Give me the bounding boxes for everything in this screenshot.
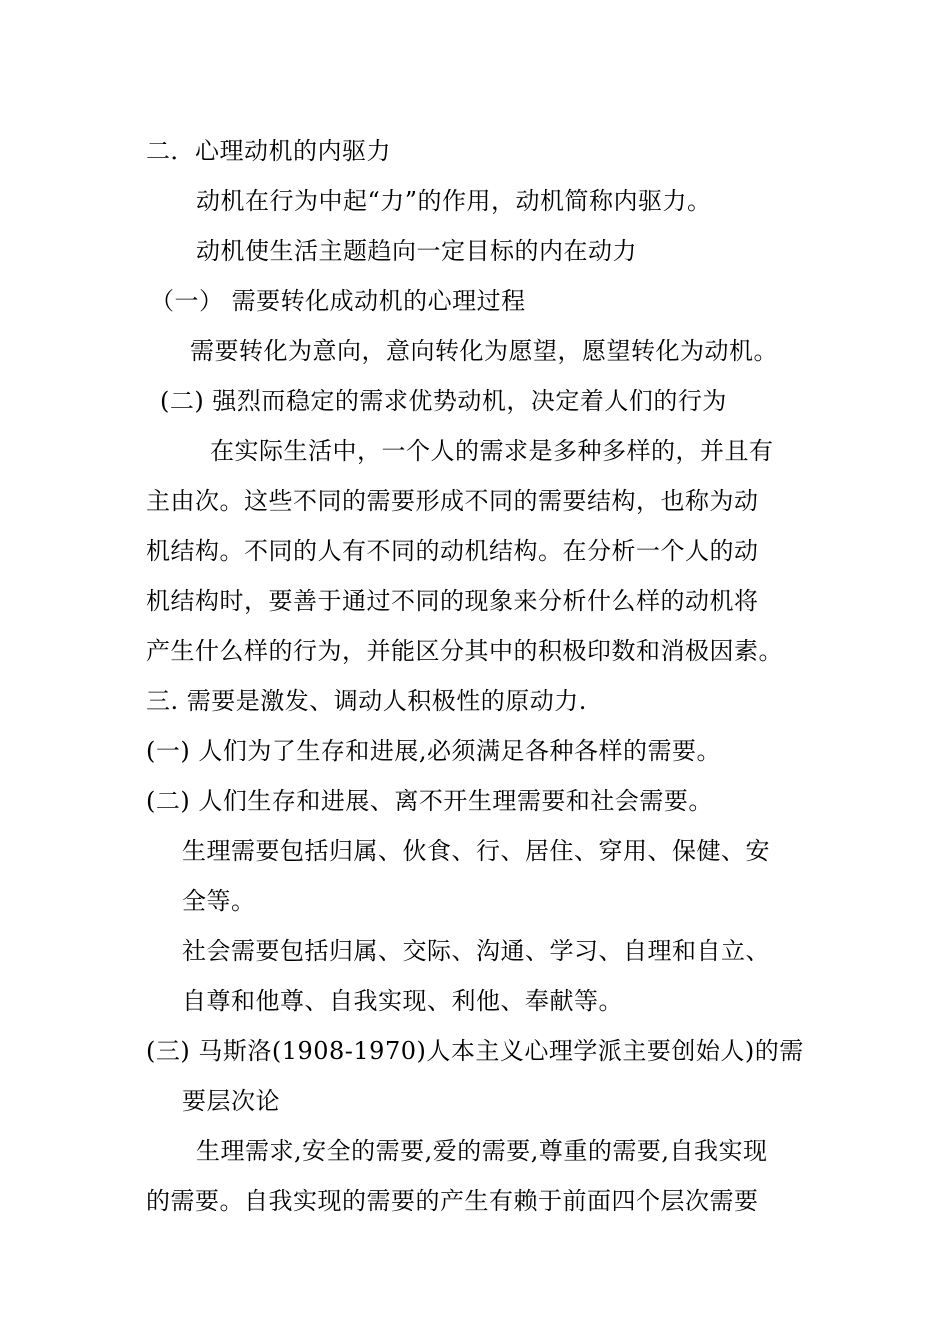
paragraph-line: 自尊和他尊、自我实现、利他、奉献等。: [182, 987, 623, 1015]
paragraph-line: 机结构时，要善于通过不同的现象来分析什么样的动机将: [146, 587, 759, 615]
section-heading-2: 二．心理动机的内驱力: [146, 137, 391, 165]
paragraph-line: 生理需要包括归属、伙食、行、居住、穿用、保健、安: [182, 837, 770, 865]
list-item: (一) 人们为了生存和进展,必须满足各种各样的需要。: [146, 737, 721, 765]
subsection-heading-2: (二) 强烈而稳定的需求优势动机，决定着人们的行为: [160, 387, 727, 415]
paragraph-line: 生理需求,安全的需要,爱的需要,尊重的需要,自我实现: [196, 1137, 768, 1165]
paragraph-line: 动机使生活主题趋向一定目标的内在动力: [196, 237, 637, 265]
paragraph-line: 在实际生活中，一个人的需求是多种多样的，并且有: [210, 437, 774, 465]
list-item: (二) 人们生存和进展、离不开生理需要和社会需要。: [146, 787, 713, 815]
list-item: (三) 马斯洛(1908-1970)人本主义心理学派主要创始人)的需: [146, 1037, 804, 1065]
paragraph-line: 动机在行为中起“力”的作用，动机简称内驱力。: [196, 187, 712, 215]
paragraph-line: 要层次论: [182, 1087, 280, 1115]
paragraph-line: 机结构。不同的人有不同的动机结构。在分析一个人的动: [146, 537, 759, 565]
paragraph-line: 产生什么样的行为，并能区分其中的积极印数和消极因素。: [146, 637, 783, 665]
section-heading-3: 三. 需要是激发、调动人积极性的原动力.: [146, 687, 587, 715]
paragraph-line: 的需要。自我实现的需要的产生有赖于前面四个层次需要: [146, 1187, 759, 1215]
subsection-heading-1: （一） 需要转化成动机的心理过程: [150, 287, 526, 315]
paragraph-line: 需要转化为意向，意向转化为愿望，愿望转化为动机。: [190, 337, 778, 365]
paragraph-line: 主由次。这些不同的需要形成不同的需要结构，也称为动: [146, 487, 759, 515]
paragraph-line: 全等。: [182, 887, 256, 915]
paragraph-line: 社会需要包括归属、交际、沟通、学习、自理和自立、: [182, 937, 770, 965]
